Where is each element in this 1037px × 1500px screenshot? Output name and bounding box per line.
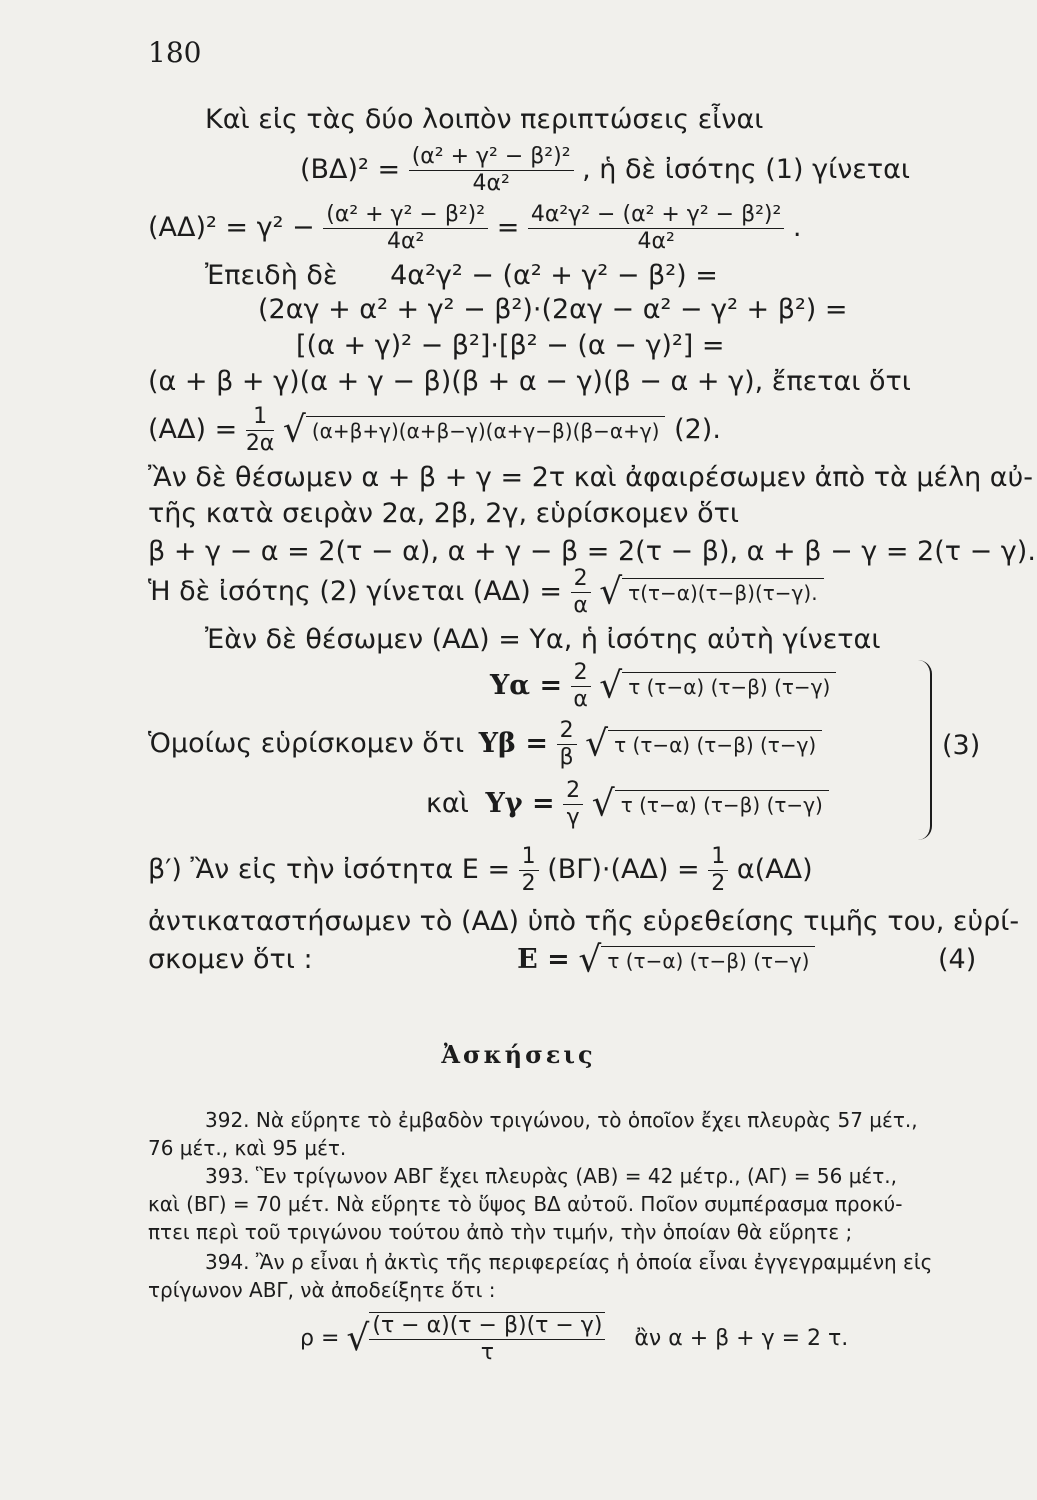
brace-icon	[908, 660, 932, 840]
exercise-392-line: 76 μέτ., καὶ 95 μέτ.	[148, 1136, 347, 1160]
sqrt-icon: √	[599, 571, 623, 613]
formula-text: α(ΑΔ)	[736, 854, 813, 885]
fraction	[571, 566, 591, 619]
formula-area	[148, 844, 813, 897]
equals-sign: =	[496, 212, 520, 243]
formula-line: β + γ − α = 2(τ − α), α + γ − β = 2(τ − β), α + β − γ = 2(τ − γ).	[148, 536, 1036, 567]
text-line: Ἂν δὲ θέσωμεν α + β + γ = 2τ καὶ ἀφαιρέσωμεν ἀπὸ τὰ μέλη αὐ-	[148, 462, 1033, 493]
formula-line: [(α + γ)² − β²]·[β² − (α − γ)²] =	[296, 330, 725, 361]
denominator: 4α²	[637, 229, 675, 254]
numerator: 4α²γ² − (α² + γ² − β²)²	[528, 202, 784, 229]
fraction	[557, 718, 577, 771]
period: .	[792, 212, 802, 243]
formula-lhs: (ΑΔ)² = γ² −	[148, 212, 315, 243]
formula-lhs: Ε =	[517, 944, 570, 975]
denominator: α	[573, 687, 588, 712]
numerator: 2	[571, 566, 591, 593]
radicand: τ(τ−α)(τ−β)(τ−γ).	[622, 578, 823, 605]
formula-y-alpha	[490, 660, 836, 713]
sqrt-icon: √	[282, 409, 306, 451]
equation-tag: (3)	[942, 730, 981, 761]
numerator: (τ − α)(τ − β)(τ − γ)	[369, 1313, 605, 1340]
sqrt-icon: √	[599, 665, 623, 707]
formula-bd	[300, 144, 910, 197]
text-line: τῆς κατὰ σειρὰν 2α, 2β, 2γ, εὑρίσκομεν ὅτι	[148, 498, 740, 529]
denominator: 4α²	[472, 171, 510, 196]
formula-y-beta	[148, 718, 822, 771]
formula-lhs: ρ =	[300, 1326, 340, 1351]
formula-inradius	[300, 1312, 848, 1366]
formula-line: (α + β + γ)(α + γ − β)(β + α − γ)(β − α + γ), ἔπεται ὅτι	[148, 366, 911, 397]
exercise-394-line: τρίγωνον ΑΒΓ, νὰ ἀποδείξητε ὅτι :	[148, 1278, 496, 1302]
fraction	[519, 844, 539, 897]
equation-tag: (4)	[938, 944, 977, 975]
formula-line: (2αγ + α² + γ² − β²)·(2αγ − α² − γ² + β²) =	[258, 294, 848, 325]
radicand: τ (τ−α) (τ−β) (τ−γ)	[601, 946, 815, 973]
formula-lhs: Υγ =	[485, 788, 555, 819]
numerator: (α² + γ² − β²)²	[323, 202, 488, 229]
numerator: 1	[519, 844, 539, 871]
formula-text: 4α²γ² − (α² + γ² − β²) =	[390, 260, 718, 291]
sqrt-icon: √	[591, 783, 615, 825]
numerator: 2	[557, 718, 577, 745]
exercise-392-line: 392. Νὰ εὕρητε τὸ ἐμβαδὸν τριγώνου, τὸ ὁποῖον ἔχει πλευρὰς 57 μέτ.,	[205, 1108, 918, 1132]
exercise-394-line: 394. Ἂν ρ εἶναι ἡ ἀκτὶς τῆς περιφερείας ἡ ὁποία εἶναι ἐγγεγραμμένη εἰς	[205, 1250, 933, 1274]
fraction	[528, 202, 784, 255]
numerator: 2	[571, 660, 591, 687]
formula-condition: ἂν α + β + γ = 2 τ.	[634, 1326, 849, 1351]
formula-lhs: (ΑΔ) =	[148, 414, 238, 445]
formula-text: , ἡ δὲ ἰσότης (1) γίνεται	[582, 154, 911, 185]
text-fragment: Ὁμοίως εὑρίσκομεν ὅτι	[148, 728, 465, 759]
text-line: Καὶ εἰς τὰς δύο λοιπὸν περιπτώσεις εἶναι	[205, 104, 764, 135]
formula-ad-tau	[148, 566, 824, 619]
page-number: 180	[148, 36, 202, 69]
denominator: γ	[566, 805, 580, 830]
radicand: τ (τ−α) (τ−β) (τ−γ)	[615, 790, 829, 817]
radicand: (α+β+γ)(α+β−γ)(α+γ−β)(β−α+γ)	[306, 416, 666, 443]
exercise-393-line: 393. Ἓν τρίγωνον ΑΒΓ ἔχει πλευρὰς (ΑΒ) = 42 μέτρ., (ΑΓ) = 56 μέτ.,	[205, 1164, 898, 1188]
section-heading: Ἀσκήσεις	[441, 1040, 596, 1069]
numerator: 1	[708, 844, 728, 871]
text-line: ἀντικαταστήσωμεν τὸ (ΑΔ) ὑπὸ τῆς εὑρεθείσης τιμῆς του, εὑρί-	[148, 906, 1020, 937]
radicand: τ (τ−α) (τ−β) (τ−γ)	[622, 672, 836, 699]
sqrt-icon: √	[585, 723, 609, 765]
text-line: Ἐὰν δὲ θέσωμεν (ΑΔ) = Υα, ἡ ἰσότης αὐτὴ γίνεται	[205, 624, 881, 655]
exercise-393-line: πτει περὶ τοῦ τριγώνου τούτου ἀπὸ τὴν τιμήν, τὴν ὁποίαν θὰ εὕρητε ;	[148, 1220, 853, 1244]
text-line	[205, 260, 718, 292]
text-fragment: β′) Ἂν εἰς τὴν ἰσότητα Ε =	[148, 854, 511, 885]
formula-heron	[148, 939, 815, 981]
text-fragment: Ἐπειδὴ δὲ	[205, 260, 338, 291]
fraction	[246, 404, 275, 457]
exercise-393-line: καὶ (ΒΓ) = 70 μέτ. Νὰ εὕρητε τὸ ὕψος ΒΔ αὐτοῦ. Ποῖον συμπέρασμα προκύ-	[148, 1192, 903, 1216]
formula-lhs: Υα =	[490, 670, 563, 701]
denominator: 4α²	[387, 229, 425, 254]
numerator: (α² + γ² − β²)²	[409, 144, 574, 171]
numerator: 2	[563, 778, 583, 805]
formula-lhs: (ΒΔ)² =	[300, 154, 401, 185]
formula-ad	[148, 404, 721, 457]
fraction	[369, 1312, 605, 1366]
denominator: β	[559, 745, 574, 770]
formula-ad-squared	[148, 202, 802, 255]
denominator: 2α	[245, 431, 275, 456]
formula-text: (ΒΓ)·(ΑΔ) =	[547, 854, 700, 885]
fraction	[571, 660, 591, 713]
denominator: τ	[480, 1340, 495, 1365]
fraction	[323, 202, 488, 255]
denominator: 2	[711, 871, 726, 896]
numerator: 1	[246, 404, 275, 431]
sqrt-icon: √	[578, 939, 602, 981]
formula-lhs: Ἡ δὲ ἰσότης (2) γίνεται (ΑΔ) =	[148, 576, 563, 607]
formula-y-gamma	[426, 778, 829, 831]
fraction	[708, 844, 728, 897]
fraction	[563, 778, 583, 831]
radicand: τ (τ−α) (τ−β) (τ−γ)	[608, 730, 822, 757]
equation-tag: (2).	[674, 414, 721, 445]
denominator: 2	[521, 871, 536, 896]
text-fragment: καὶ	[426, 788, 469, 819]
sqrt-icon: √	[346, 1318, 370, 1359]
fraction	[409, 144, 574, 197]
formula-lhs: Υβ =	[478, 728, 548, 759]
text-fragment: σκομεν ὅτι :	[148, 944, 313, 975]
denominator: α	[573, 593, 588, 618]
